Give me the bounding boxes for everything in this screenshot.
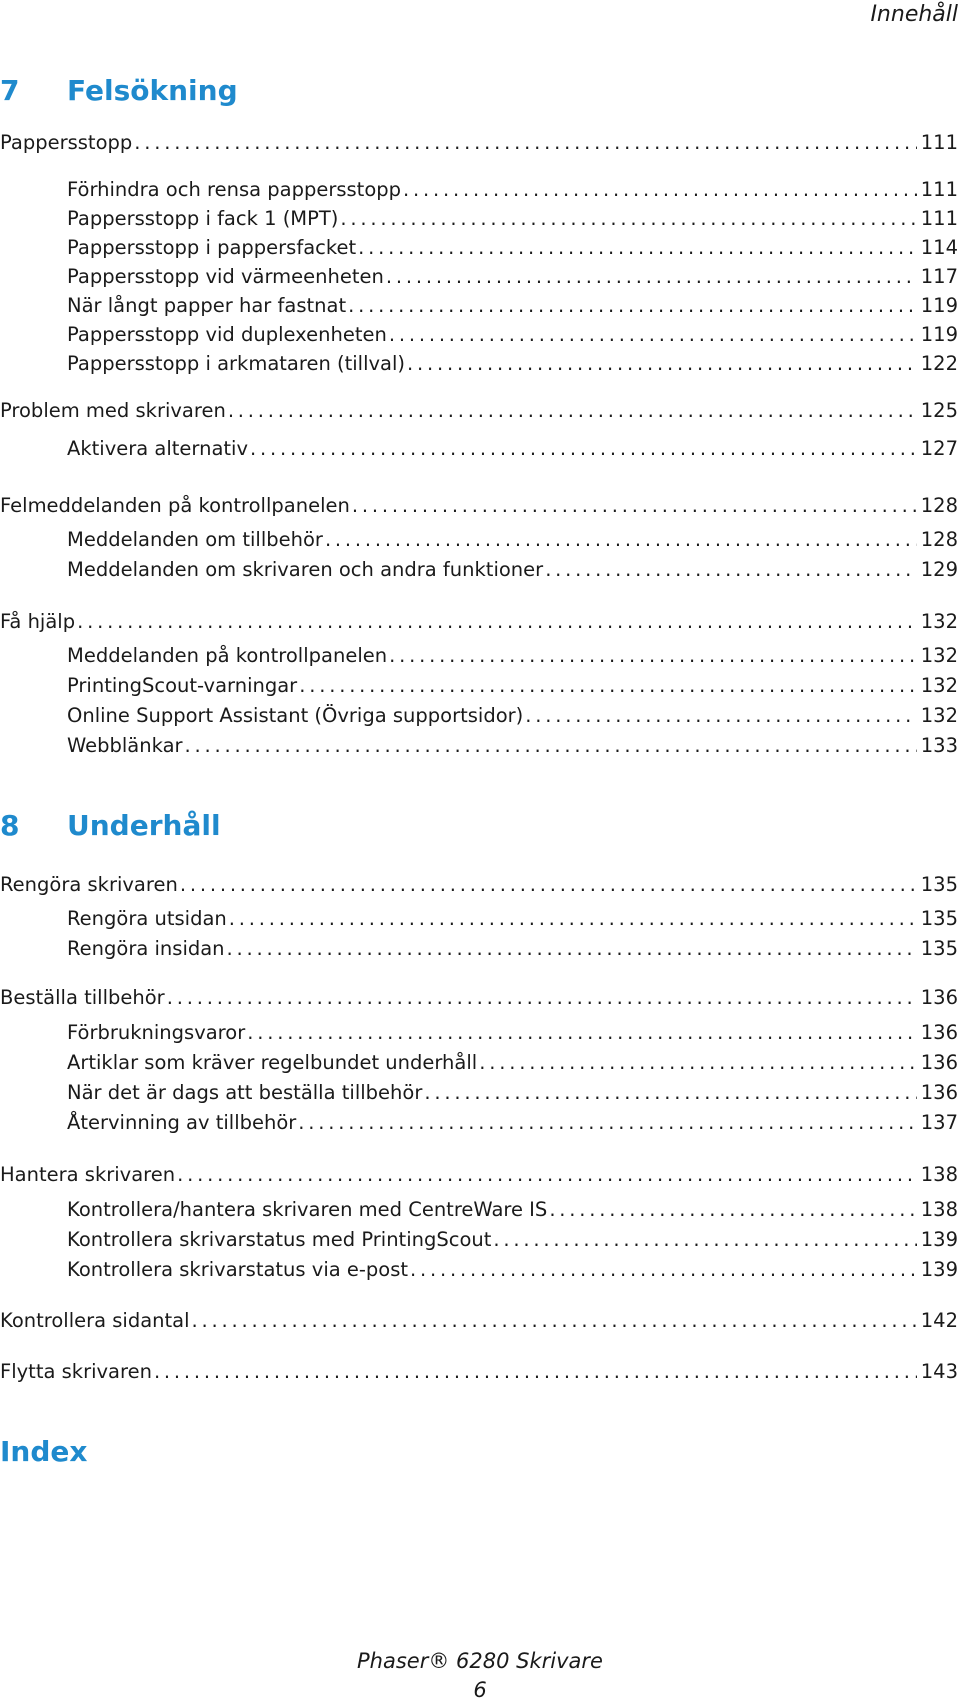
toc-entry-title: Hantera skrivaren <box>0 1163 176 1186</box>
toc-entry-page: 135 <box>920 937 958 960</box>
toc-entry-page: 143 <box>920 1360 958 1383</box>
chapter-number: 7 <box>0 73 20 107</box>
dot-leader <box>247 1020 917 1046</box>
toc-entry[interactable] <box>0 1359 958 1385</box>
dot-leader <box>298 1110 916 1136</box>
toc-entry-title: När det är dags att beställa tillbehör <box>67 1081 423 1104</box>
toc-entry-title: Förbrukningsvaror <box>67 1021 246 1044</box>
toc-subentry[interactable] <box>67 733 958 759</box>
running-header: Innehåll <box>870 2 958 27</box>
toc-subentry[interactable] <box>67 1110 958 1136</box>
toc-entry[interactable] <box>0 985 958 1011</box>
toc-entry-title: Problem med skrivaren <box>0 399 226 422</box>
toc-entry-page: 136 <box>920 1021 958 1044</box>
toc-entry-title: Rengöra utsidan <box>67 907 227 930</box>
toc-entry-page: 139 <box>920 1258 958 1281</box>
toc-entry-page: 133 <box>920 734 958 757</box>
chapter-title: Index <box>0 1434 88 1468</box>
toc-entry-page: 125 <box>920 399 958 422</box>
toc-entry-title: Rengöra insidan <box>67 937 225 960</box>
toc-entry-page: 132 <box>920 704 958 727</box>
dot-leader <box>389 643 917 669</box>
toc-entry-page: 138 <box>920 1163 958 1186</box>
dot-leader <box>229 906 917 932</box>
toc-subentry[interactable] <box>67 703 958 729</box>
toc-entry-page: 137 <box>920 1111 958 1134</box>
toc-entry-title: Flytta skrivaren <box>0 1360 152 1383</box>
toc-entry-page: 142 <box>920 1309 958 1332</box>
toc-entry[interactable] <box>0 130 958 156</box>
toc-entry-title: Pappersstopp i arkmataren (tillval) <box>67 352 406 375</box>
dot-leader <box>358 235 917 261</box>
dot-leader <box>185 733 917 759</box>
toc-entry[interactable] <box>0 609 958 635</box>
dot-leader <box>134 130 917 156</box>
toc-entry-title: Meddelanden om skrivaren och andra funktioner <box>67 558 544 581</box>
dot-leader <box>154 1359 917 1385</box>
toc-subentry[interactable] <box>67 436 958 462</box>
toc-subentry[interactable] <box>67 906 958 932</box>
toc-entry-page: 119 <box>920 294 958 317</box>
toc-entry-title: Kontrollera skrivarstatus via e-post <box>67 1258 409 1281</box>
toc-entry-page: 136 <box>920 986 958 1009</box>
toc-subentry[interactable] <box>67 673 958 699</box>
toc-entry-page: 111 <box>920 131 958 154</box>
dot-leader <box>410 1257 917 1283</box>
toc-entry-title: Pappersstopp vid värmeenheten <box>67 265 384 288</box>
toc-entry-title: Aktivera alternativ <box>67 437 248 460</box>
toc-entry[interactable] <box>0 493 958 519</box>
toc-entry[interactable] <box>0 872 958 898</box>
toc-subentry[interactable] <box>67 177 958 203</box>
chapter-title: Underhåll <box>67 808 221 842</box>
toc-entry-page: 135 <box>920 873 958 896</box>
toc-subentry[interactable] <box>67 1257 958 1283</box>
toc-entry-page: 119 <box>920 323 958 346</box>
dot-leader <box>299 673 917 699</box>
toc-subentry[interactable] <box>67 206 958 232</box>
toc-entry-title: Kontrollera sidantal <box>0 1309 190 1332</box>
toc-subentry[interactable] <box>67 1050 958 1076</box>
dot-leader <box>525 703 917 729</box>
toc-entry-page: 128 <box>920 528 958 551</box>
toc-subentry[interactable] <box>67 557 958 583</box>
toc-entry-page: 139 <box>920 1228 958 1251</box>
dot-leader <box>167 985 917 1011</box>
toc-entry-title: PrintingScout-varningar <box>67 674 298 697</box>
toc-entry-page: 122 <box>920 352 958 375</box>
toc-subentry[interactable] <box>67 643 958 669</box>
toc-entry-title: Felmeddelanden på kontrollpanelen <box>0 494 350 517</box>
toc-subentry[interactable] <box>67 293 958 319</box>
dot-leader <box>177 1162 917 1188</box>
toc-entry-page: 127 <box>920 437 958 460</box>
toc-subentry[interactable] <box>67 1227 958 1253</box>
toc-entry-title: Pappersstopp i pappersfacket <box>67 236 357 259</box>
chapter-heading <box>0 70 238 110</box>
toc-entry-title: Rengöra skrivaren <box>0 873 178 896</box>
toc-entry-page: 129 <box>920 558 958 581</box>
dot-leader <box>493 1227 916 1253</box>
toc-entry-page: 135 <box>920 907 958 930</box>
toc-subentry[interactable] <box>67 936 958 962</box>
toc-entry-page: 114 <box>920 236 958 259</box>
toc-entry-title: Få hjälp <box>0 610 76 633</box>
toc-entry-title: Artiklar som kräver regelbundet underhåll <box>67 1051 478 1074</box>
dot-leader <box>479 1050 917 1076</box>
toc-entry[interactable] <box>0 1308 958 1334</box>
toc-entry-title: Kontrollera/hantera skrivaren med CentreWare IS <box>67 1198 548 1221</box>
toc-subentry[interactable] <box>67 322 958 348</box>
toc-entry-page: 138 <box>920 1198 958 1221</box>
toc-entry-title: Förhindra och rensa pappersstopp <box>67 178 402 201</box>
chapter-number: 8 <box>0 808 20 842</box>
dot-leader <box>545 557 917 583</box>
dot-leader <box>403 177 917 203</box>
toc-entry[interactable] <box>0 398 958 424</box>
toc-entry-page: 132 <box>920 644 958 667</box>
toc-subentry[interactable] <box>67 527 958 553</box>
dot-leader <box>227 936 917 962</box>
toc-entry-page: 111 <box>920 207 958 230</box>
toc-entry-title: Kontrollera skrivarstatus med PrintingScout <box>67 1228 492 1251</box>
toc-entry-title: Pappersstopp i fack 1 (MPT) <box>67 207 339 230</box>
toc-subentry[interactable] <box>67 351 958 377</box>
toc-subentry[interactable] <box>67 1197 958 1223</box>
toc-subentry[interactable] <box>67 235 958 261</box>
toc-entry-title: När långt papper har fastnat <box>67 294 347 317</box>
toc-subentry[interactable] <box>67 264 958 290</box>
dot-leader <box>407 351 917 377</box>
dot-leader <box>77 609 917 635</box>
toc-entry-title: Pappersstopp <box>0 131 133 154</box>
chapter-heading <box>0 805 221 845</box>
chapter-heading <box>0 1431 87 1471</box>
toc-entry-title: Meddelanden om tillbehör <box>67 528 323 551</box>
toc-entry[interactable] <box>0 1162 958 1188</box>
dot-leader <box>352 493 917 519</box>
toc-entry-title: Webblänkar <box>67 734 183 757</box>
dot-leader <box>348 293 917 319</box>
dot-leader <box>192 1308 917 1334</box>
toc-entry-title: Online Support Assistant (Övriga supportsidor) <box>67 704 524 727</box>
toc-entry-page: 117 <box>920 265 958 288</box>
footer-page-number: 6 <box>473 1678 487 1702</box>
dot-leader <box>340 206 916 232</box>
toc-entry-page: 136 <box>920 1081 958 1104</box>
toc-subentry[interactable] <box>67 1020 958 1046</box>
dot-leader <box>228 398 917 424</box>
toc-entry-title: Pappersstopp vid duplexenheten <box>67 323 387 346</box>
dot-leader <box>424 1080 916 1106</box>
toc-entry-title: Meddelanden på kontrollpanelen <box>67 644 388 667</box>
chapter-title: Felsökning <box>67 73 238 107</box>
toc-entry-page: 132 <box>920 674 958 697</box>
dot-leader <box>250 436 917 462</box>
toc-entry-page: 111 <box>920 178 958 201</box>
dot-leader <box>389 322 917 348</box>
toc-entry-title: Återvinning av tillbehör <box>67 1111 297 1134</box>
toc-entry-page: 128 <box>920 494 958 517</box>
toc-subentry[interactable] <box>67 1080 958 1106</box>
toc-entry-page: 136 <box>920 1051 958 1074</box>
dot-leader <box>325 527 917 553</box>
dot-leader <box>549 1197 916 1223</box>
toc-entry-page: 132 <box>920 610 958 633</box>
dot-leader <box>180 872 917 898</box>
toc-entry-title: Beställa tillbehör <box>0 986 165 1009</box>
footer-product-name: Phaser® 6280 Skrivare <box>357 1649 603 1673</box>
dot-leader <box>386 264 917 290</box>
